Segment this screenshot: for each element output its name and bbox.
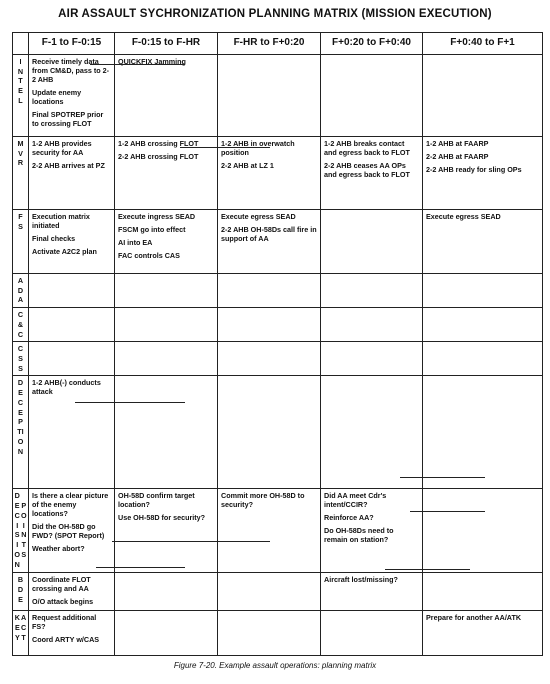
cell-entry: Did AA meet Cdr's intent/CCIR? <box>324 491 387 510</box>
matrix-cell <box>29 210 115 274</box>
cell-entry: 2-2 AHB at LZ 1 <box>221 161 274 170</box>
timeline-line <box>112 541 270 542</box>
matrix-cell <box>29 489 115 573</box>
matrix-row <box>13 376 543 489</box>
matrix-row <box>13 342 543 376</box>
row-label <box>13 489 29 573</box>
matrix-cell <box>321 274 423 308</box>
column-header: F+0:40 to F+1 <box>423 33 543 55</box>
cell-entry: Request additional FS? <box>32 613 97 632</box>
row-label <box>13 573 29 611</box>
row-label <box>13 308 29 342</box>
matrix-row <box>13 489 543 573</box>
matrix-cell <box>218 573 321 611</box>
cell-entry: 2-2 AHB ready for sling OPs <box>426 165 522 174</box>
planning-matrix <box>12 32 543 656</box>
cell-entry: Commit more OH-58D to security? <box>221 491 305 510</box>
matrix-cell <box>29 55 115 137</box>
matrix-cell <box>423 573 543 611</box>
column-header: F-0:15 to F-HR <box>115 33 218 55</box>
cell-entry: Prepare for another AA/ATK <box>426 613 522 623</box>
matrix-cell <box>218 210 321 274</box>
matrix-cell <box>321 489 423 573</box>
matrix-cell <box>321 55 423 137</box>
row-label <box>13 611 29 656</box>
matrix-cell <box>115 210 218 274</box>
matrix-cell <box>29 308 115 342</box>
matrix-row <box>13 137 543 210</box>
header-row <box>13 33 543 55</box>
matrix-cell <box>115 308 218 342</box>
matrix-cell <box>321 611 423 656</box>
row-label <box>13 274 29 308</box>
row-label-text: DECISION <box>14 491 20 569</box>
cell-entry: 1-2 AHB(-) conducts attack <box>32 378 101 397</box>
cell-entry: Execute egress SEAD <box>221 212 296 221</box>
row-label <box>13 376 29 489</box>
cell-entry: 1-2 AHB breaks contact and egress back to FLOT <box>324 139 410 157</box>
cell-entry: 1-2 AHB in overwatch position <box>221 139 295 157</box>
cell-entry: Aircraft lost/missing? <box>324 575 398 585</box>
row-label-text: INTEL <box>17 57 24 105</box>
matrix-cell <box>321 342 423 376</box>
row-label-text: MVR <box>17 139 24 168</box>
timeline-line <box>96 567 185 568</box>
row-label <box>13 55 29 137</box>
matrix-cell <box>115 489 218 573</box>
matrix-cell <box>29 274 115 308</box>
cell-entry: Coord ARTY w/CAS <box>32 635 100 645</box>
row-label-text: POINTS <box>21 501 27 559</box>
matrix-cell <box>423 210 543 274</box>
row-label <box>13 342 29 376</box>
timeline-line <box>180 147 270 148</box>
matrix-cell <box>423 342 543 376</box>
cell-entry: 2-2 AHB at FAARP <box>426 152 489 161</box>
cell-entry: Do OH-58Ds need to remain on station? <box>324 526 394 545</box>
matrix-row <box>13 55 543 137</box>
matrix-cell <box>29 611 115 656</box>
row-label-text: FS <box>18 212 23 231</box>
cell-entry: 1-2 AHB provides security for AA <box>32 139 92 157</box>
matrix-cell <box>115 573 218 611</box>
cell-entry: 1-2 AHB crossing FLOT <box>118 139 199 148</box>
row-label-text: CSS <box>17 344 24 373</box>
cell-entry: Reinforce AA? <box>324 513 374 523</box>
cell-entry: 2-2 AHB ceases AA OPs and egress back to FLOT <box>324 161 410 179</box>
matrix-cell <box>218 376 321 489</box>
column-header: F+0:20 to F+0:40 <box>321 33 423 55</box>
matrix-row <box>13 573 543 611</box>
matrix-cell <box>321 308 423 342</box>
cell-entry: Coordinate FLOT crossing and AA <box>32 575 91 594</box>
matrix-cell <box>29 342 115 376</box>
cell-entry: FAC controls CAS <box>118 251 180 260</box>
matrix-cell <box>423 611 543 656</box>
cell-entry: Final checks <box>32 234 76 243</box>
matrix-cell <box>423 274 543 308</box>
cell-entry: 2-2 AHB OH-58Ds call fire in support of AA <box>221 225 317 243</box>
cell-entry: Execute egress SEAD <box>426 212 501 221</box>
row-label-text: ADA <box>17 276 24 305</box>
cell-entry: 2-2 AHB crossing FLOT <box>118 152 199 161</box>
matrix-cell <box>423 55 543 137</box>
cell-entry: Activate A2C2 plan <box>32 247 97 256</box>
timeline-line <box>385 569 470 570</box>
cell-entry: AI into EA <box>118 238 153 247</box>
corner-cell <box>13 33 29 55</box>
matrix-cell <box>321 573 423 611</box>
cell-entry: Use OH-58D for security? <box>118 513 206 523</box>
matrix-cell <box>218 489 321 573</box>
cell-entry: QUICKFIX Jamming <box>118 57 186 66</box>
column-header: F-HR to F+0:20 <box>218 33 321 55</box>
timeline-line <box>90 64 185 65</box>
cell-entry: Receive timely data from CM&D, pass to 2-2 AHB <box>32 57 110 84</box>
matrix-row <box>13 210 543 274</box>
cell-entry: Execution matrix initiated <box>32 212 90 230</box>
cell-entry: FSCM go into effect <box>118 225 186 234</box>
matrix-cell <box>423 376 543 489</box>
column-header: F-1 to F-0:15 <box>29 33 115 55</box>
matrix-row <box>13 611 543 656</box>
cell-entry: O/O attack begins <box>32 597 94 607</box>
cell-entry: Did the OH-58D go FWD? (SPOT Report) <box>32 522 105 541</box>
matrix-cell <box>218 308 321 342</box>
matrix-cell <box>29 573 115 611</box>
timeline-line <box>410 511 485 512</box>
timeline-line <box>75 402 185 403</box>
timeline-line <box>400 477 485 478</box>
matrix-cell <box>29 376 115 489</box>
row-label <box>13 137 29 210</box>
matrix-cell <box>423 489 543 573</box>
matrix-row <box>13 274 543 308</box>
matrix-cell <box>423 137 543 210</box>
cell-entry: Weather abort? <box>32 544 85 554</box>
cell-entry: OH-58D confirm target location? <box>118 491 195 510</box>
matrix-cell <box>115 342 218 376</box>
row-label-text: BDE <box>17 575 24 604</box>
matrix-cell <box>218 55 321 137</box>
row-label-text: ACT <box>21 613 27 642</box>
cell-entry: Execute ingress SEAD <box>118 212 196 221</box>
matrix-cell <box>218 342 321 376</box>
row-label-text: KEY <box>14 613 20 642</box>
cell-entry: 2-2 AHB arrives at PZ <box>32 161 105 170</box>
cell-entry: Is there a clear picture of the enemy locations? <box>32 491 109 519</box>
cell-entry: Update enemy locations <box>32 88 82 106</box>
matrix-cell <box>29 137 115 210</box>
row-label <box>13 210 29 274</box>
matrix-cell <box>115 55 218 137</box>
matrix-cell <box>115 376 218 489</box>
matrix-cell <box>321 210 423 274</box>
matrix-cell <box>321 137 423 210</box>
figure-caption: Figure 7-20. Example assault operations: planning matrix <box>173 661 377 670</box>
matrix-cell <box>115 611 218 656</box>
row-label-text: C&C <box>17 310 24 339</box>
matrix-cell <box>115 274 218 308</box>
matrix-title: AIR ASSAULT SYCHRONIZATION PLANNING MATRIX (MISSION EXECUTION) <box>58 8 492 20</box>
matrix-row <box>13 308 543 342</box>
cell-entry: Final SPOTREP prior to crossing FLOT <box>32 110 104 128</box>
cell-entry: 1-2 AHB at FAARP <box>426 139 489 148</box>
matrix-cell <box>423 308 543 342</box>
matrix-cell <box>321 376 423 489</box>
matrix-cell <box>218 274 321 308</box>
matrix-cell <box>218 611 321 656</box>
row-label-text: DECEPTION <box>17 378 24 456</box>
